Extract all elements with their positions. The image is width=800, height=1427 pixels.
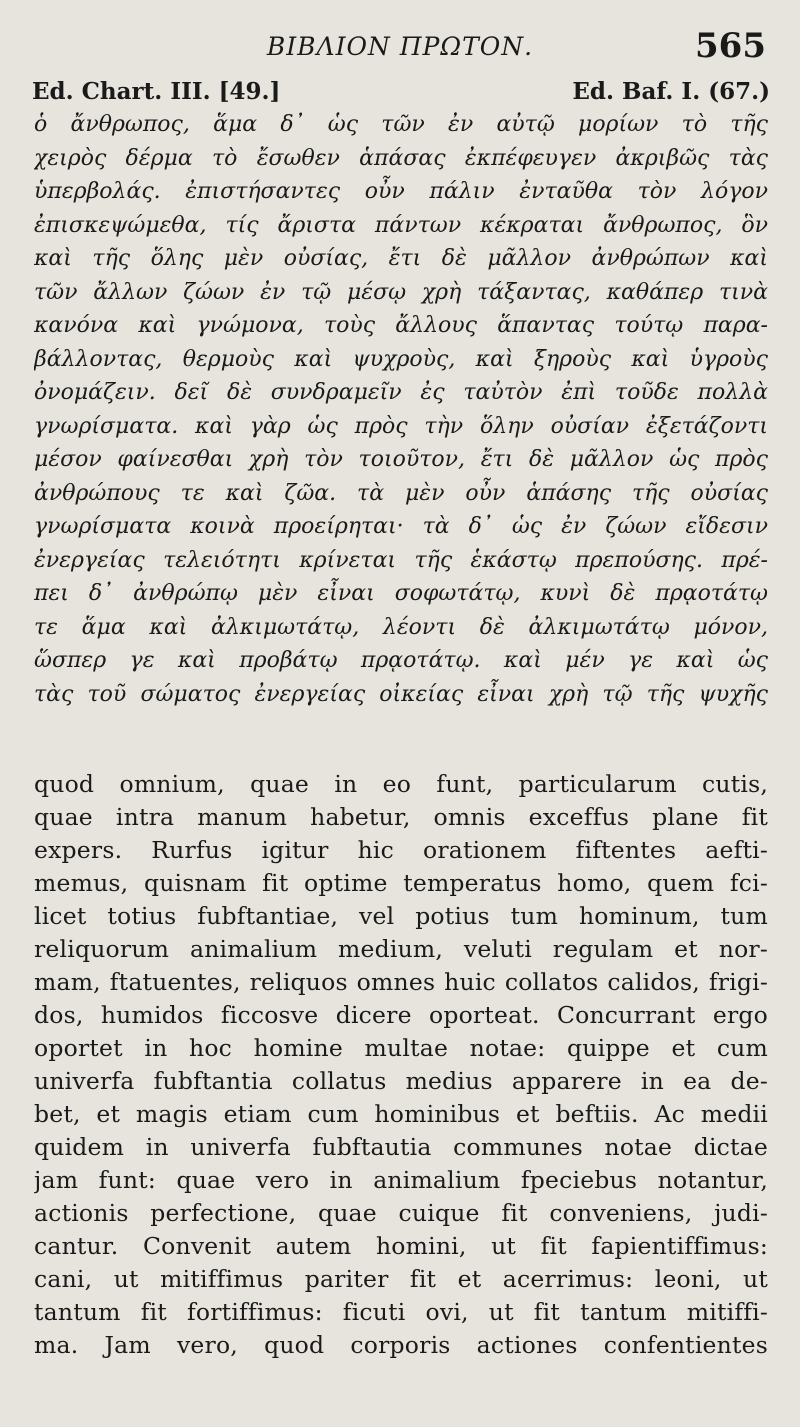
greek-line: ὁ ἄνθρωπος, ἅμα δ᾽ ὡς τῶν ἐν αὐτῷ μορίων τὸ τῆς (34, 112, 768, 137)
latin-line: quod omnium, quae in eo funt, particularum cutis, (34, 770, 768, 798)
latin-line: actionis perfectione, quae cuique fit conveniens, judi- (34, 1199, 768, 1227)
greek-line: ἀνθρώπους τε καὶ ζῶα. τὰ μὲν οὖν ἁπάσης τῆς οὐσίας (34, 480, 768, 506)
edition-reference-right: Ed. Baf. I. (67.) (572, 78, 770, 105)
page-number: 565 (695, 26, 766, 66)
greek-line: γνωρίσματα. καὶ γὰρ ὡς πρὸς τὴν ὅλην οὐσίαν ἐξετάζοντι (34, 413, 768, 439)
latin-text-block (34, 768, 768, 1362)
greek-line: χειρὸς δέρμα τὸ ἔσωθεν ἁπάσας ἐκπέφευγεν ἀκριβῶς τὰς (34, 145, 768, 171)
greek-line: πει δ᾽ ἀνθρώπῳ μὲν εἶναι σοφωτάτῳ, κυνὶ δὲ πρᾳοτάτῳ (34, 581, 768, 606)
edition-reference-left: Ed. Chart. III. [49.] (32, 78, 281, 105)
latin-line: dos, humidos ficcosve dicere oporteat. Concurrant ergo (34, 1001, 768, 1029)
greek-line: ὑπερβολάς. ἐπιστήσαντες οὖν πάλιν ἐνταῦθα τὸν λόγον (34, 179, 768, 204)
latin-line: jam funt: quae vero in animalium fpeciebus notantur, (34, 1166, 768, 1194)
latin-line: quidem in univerfa fubftautia communes notae dictae (34, 1133, 768, 1161)
latin-line: cani, ut mitiffimus pariter fit et acerrimus: leoni, ut (34, 1265, 768, 1293)
greek-text-block (34, 108, 768, 711)
latin-line: licet totius fubftantiae, vel potius tum hominum, tum (34, 902, 768, 930)
latin-line: quae intra manum habetur, omnis exceffus plane fit (34, 803, 768, 831)
greek-line: ὥσπερ γε καὶ προβάτῳ πρᾳοτάτῳ. καὶ μέν γε καὶ ὡς (34, 648, 768, 673)
greek-line: τε ἅμα καὶ ἀλκιμωτάτῳ, λέοντι δὲ ἀλκιμωτάτῳ μόνον, (34, 614, 768, 640)
latin-line: univerfa fubftantia collatus medius apparere in ea de- (34, 1067, 768, 1095)
latin-line: ma. Jam vero, quod corporis actiones confentientes (34, 1331, 768, 1359)
greek-line: τῶν ἄλλων ζώων ἐν τῷ μέσῳ χρὴ τάξαντας, καθάπερ τινὰ (34, 279, 768, 305)
greek-line: γνωρίσματα κοινὰ προείρηται· τὰ δ᾽ ὡς ἐν ζώων εἴδεσιν (34, 514, 768, 539)
latin-line: memus, quisnam fit optime temperatus homo, quem fci- (34, 869, 768, 897)
latin-line: oportet in hoc homine multae notae: quippe et cum (34, 1034, 768, 1062)
latin-line: cantur. Convenit autem homini, ut fit fapientiffimus: (34, 1232, 768, 1260)
greek-line: μέσον φαίνεσθαι χρὴ τὸν τοιοῦτον, ἔτι δὲ μᾶλλον ὡς πρὸς (34, 447, 768, 472)
greek-line: τὰς τοῦ σώματος ἐνεργείας οἰκείας εἶναι χρὴ τῷ τῆς ψυχῆς (34, 681, 768, 707)
running-title: ΒΙΒΛΙΟΝ ΠΡΩΤΟΝ. (266, 32, 534, 61)
greek-line: ἐπισκεψώμεθα, τίς ἄριστα πάντων κέκραται ἄνθρωπος, ὃν (34, 212, 768, 238)
latin-line: tantum fit fortiffimus: ficuti ovi, ut fit tantum mitiffi- (34, 1298, 768, 1326)
greek-line: βάλλοντας, θερμοὺς καὶ ψυχροὺς, καὶ ξηροὺς καὶ ὑγροὺς (34, 346, 768, 372)
greek-line: ὀνομάζειν. δεῖ δὲ συνδραμεῖν ἐς ταὐτὸν ἐπὶ τοῦδε πολλὰ (34, 380, 768, 405)
latin-line: bet, et magis etiam cum hominibus et beftiis. Ac medii (34, 1100, 768, 1128)
latin-line: reliquorum animalium medium, veluti regulam et nor- (34, 935, 768, 963)
greek-line: καὶ τῆς ὅλης μὲν οὐσίας, ἔτι δὲ μᾶλλον ἀνθρώπων καὶ (34, 246, 768, 271)
latin-line: expers. Rurfus igitur hic orationem fiftentes aefti- (34, 836, 768, 864)
greek-line: κανόνα καὶ γνώμονα, τοὺς ἄλλους ἅπαντας τούτῳ παρα- (34, 313, 768, 338)
latin-line: mam, ftatuentes, reliquos omnes huic collatos calidos, frigi- (34, 968, 768, 996)
greek-line: ἐνεργείας τελειότητι κρίνεται τῆς ἑκάστῳ πρεπούσης. πρέ- (34, 547, 768, 573)
